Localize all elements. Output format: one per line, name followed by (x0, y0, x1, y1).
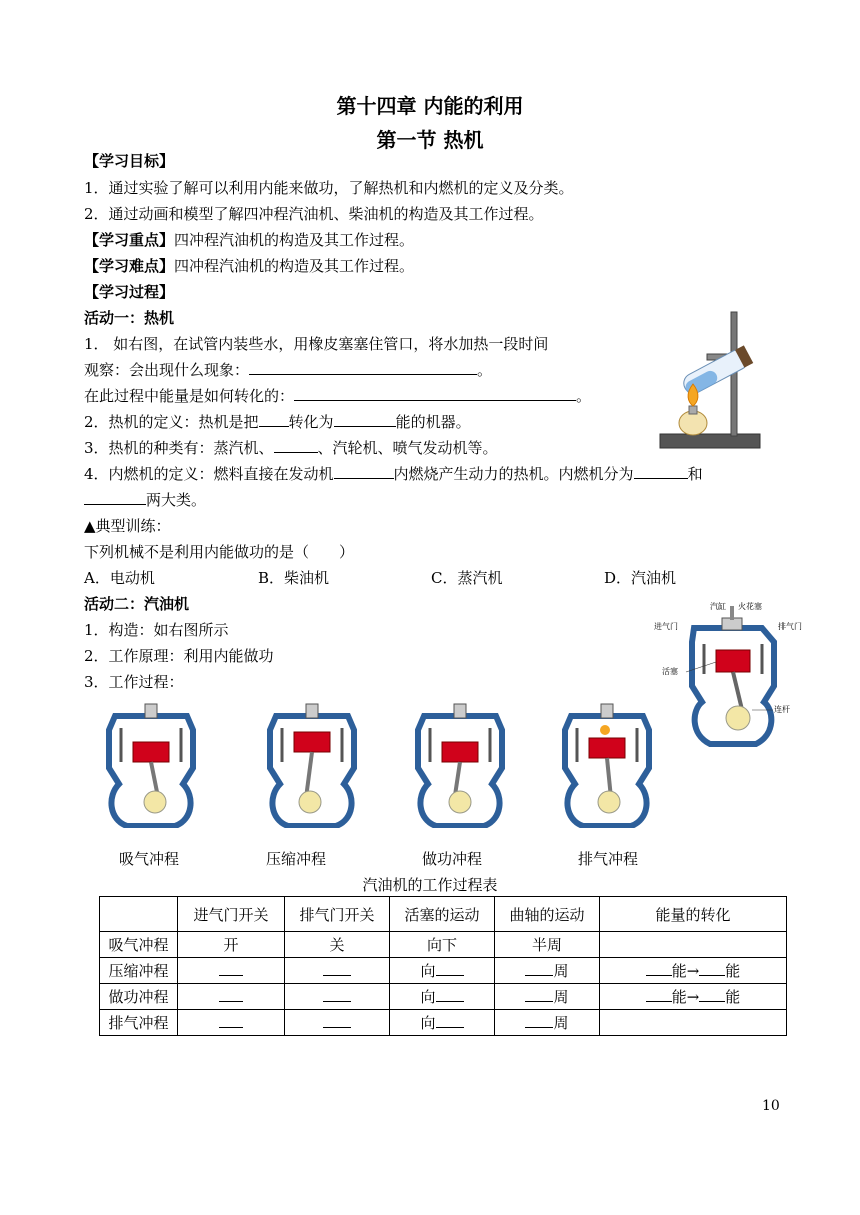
table-row (100, 958, 787, 984)
answer-blank[interactable] (436, 987, 464, 1002)
table-cell: 向下 (390, 932, 495, 958)
table-header-row (100, 897, 787, 932)
stroke-caption: 排气冲程 (578, 850, 639, 868)
answer-blank[interactable] (525, 1013, 553, 1028)
table-cell[interactable] (178, 1010, 285, 1036)
table-cell: 关 (285, 932, 390, 958)
answer-blank[interactable] (84, 490, 146, 505)
table-cell[interactable] (600, 958, 787, 984)
activity1-heading: 活动一：热机 (84, 309, 175, 327)
text: 周 (553, 1014, 569, 1032)
activity1-q3 (84, 437, 498, 458)
label-rod: 连杆 (774, 705, 790, 714)
table-cell[interactable] (600, 932, 787, 958)
stroke-caption: 吸气冲程 (119, 850, 180, 868)
table-header: 活塞的运动 (390, 897, 495, 932)
punct: 。 (477, 361, 493, 379)
difficulty-text: 四冲程汽油机的构造及其工作过程。 (174, 257, 415, 275)
option-c[interactable]: C．蒸汽机 (431, 569, 503, 587)
table-cell[interactable] (600, 1010, 787, 1036)
answer-blank[interactable] (294, 386, 576, 401)
option-a[interactable]: A．电动机 (84, 569, 155, 587)
table-cell[interactable] (178, 984, 285, 1010)
text: 能 (725, 988, 741, 1006)
row-label: 压缩冲程 (100, 958, 178, 984)
activity1-q1: 1． 如右图，在试管内装些水，用橡皮塞塞住管口，将水加热一段时间 (84, 335, 549, 353)
text: 内燃烧产生动力的热机。内燃机分为 (393, 465, 634, 483)
table-cell: 开 (178, 932, 285, 958)
text: 能 (725, 962, 741, 980)
practice-question: 下列机械不是利用内能做功的是（ ） (84, 543, 355, 561)
answer-blank[interactable] (525, 961, 553, 976)
row-label: 排气冲程 (100, 1010, 178, 1036)
activity1-energy (84, 385, 591, 406)
text: 能的机器。 (395, 413, 471, 431)
answer-blank[interactable] (699, 961, 725, 976)
table-cell[interactable] (285, 958, 390, 984)
table-header: 能量的转化 (600, 897, 787, 932)
text: 周 (553, 962, 569, 980)
text: 两大类。 (146, 491, 207, 509)
answer-blank[interactable] (436, 961, 464, 976)
process-heading: 【学习过程】 (84, 283, 175, 301)
table-row (100, 932, 787, 958)
key-point (84, 229, 414, 250)
label-intake: 进气门 (654, 622, 678, 631)
activity1-q4-cont (84, 489, 206, 510)
stroke-exhaust-image (561, 698, 653, 832)
table-cell[interactable] (495, 958, 600, 984)
table-cell[interactable] (390, 1010, 495, 1036)
activity2-item: 1．构造：如右图所示 (84, 621, 229, 639)
key-point-label: 【学习重点】 (84, 231, 175, 249)
answer-blank[interactable] (323, 987, 351, 1002)
engine-power-icon (414, 698, 506, 828)
answer-blank[interactable] (219, 987, 243, 1002)
answer-blank[interactable] (334, 412, 396, 427)
activity2-heading: 活动二：汽油机 (84, 595, 190, 613)
answer-blank[interactable] (249, 360, 477, 375)
difficulty (84, 255, 414, 276)
answer-blank[interactable] (525, 987, 553, 1002)
key-point-text: 四冲程汽油机的构造及其工作过程。 (174, 231, 415, 249)
text: 能→ (671, 962, 700, 980)
answer-blank[interactable] (334, 464, 394, 479)
stroke-caption: 压缩冲程 (266, 850, 327, 868)
energy-label: 在此过程中能量是如何转化的： (84, 387, 295, 405)
activity1-q2 (84, 411, 471, 432)
punct: 。 (576, 387, 592, 405)
activity1-observe (84, 359, 492, 380)
goal-item: 1．通过实验了解可以利用内能来做功，了解热机和内燃机的定义及分类。 (84, 179, 574, 197)
label-piston: 活塞 (662, 667, 678, 676)
answer-blank[interactable] (323, 1013, 351, 1028)
text: 向 (420, 988, 436, 1006)
goal-item: 2．通过动画和模型了解四冲程汽油机、柴油机的构造及其工作过程。 (84, 205, 544, 223)
answer-blank[interactable] (646, 987, 672, 1002)
row-label: 吸气冲程 (100, 932, 178, 958)
table-header (100, 897, 178, 932)
text: 2．热机的定义：热机是把 (84, 413, 259, 431)
table-caption: 汽油机的工作过程表 (362, 876, 498, 894)
table-cell[interactable] (600, 984, 787, 1010)
engine-compression-icon (266, 698, 358, 828)
text: 向 (420, 962, 436, 980)
label-exhaust: 排气门 (778, 622, 802, 631)
answer-blank[interactable] (699, 987, 725, 1002)
activity2-item: 3．工作过程： (84, 673, 184, 691)
table-cell[interactable] (178, 958, 285, 984)
table-cell[interactable] (390, 958, 495, 984)
section-title: 第一节 热机 (376, 128, 484, 152)
answer-blank[interactable] (219, 1013, 243, 1028)
page-number: 10 (762, 1098, 780, 1114)
table-row (100, 1010, 787, 1036)
difficulty-label: 【学习难点】 (84, 257, 175, 275)
activity1-q4 (84, 463, 703, 484)
table-header: 曲轴的运动 (495, 897, 600, 932)
table-row (100, 984, 787, 1010)
text: 向 (420, 1014, 436, 1032)
engine-structure-diagram (652, 598, 812, 750)
practice-heading: ▲典型训练： (84, 517, 171, 535)
table-cell[interactable] (285, 984, 390, 1010)
answer-blank[interactable] (646, 961, 672, 976)
text: 能→ (671, 988, 700, 1006)
table-header: 进气门开关 (178, 897, 285, 932)
chapter-title: 第十四章 内能的利用 (336, 94, 524, 118)
option-b[interactable]: B．柴油机 (258, 569, 330, 587)
engine-exhaust-icon (561, 698, 653, 828)
stroke-compression-image (266, 698, 358, 832)
label-cylinder: 汽缸 (710, 602, 726, 611)
text: 4．内燃机的定义：燃料直接在发动机 (84, 465, 334, 483)
activity2-item: 2．工作原理：利用内能做功 (84, 647, 274, 665)
observe-label: 观察：会出现什么现象： (84, 361, 250, 379)
engine-intake-icon (105, 698, 197, 828)
goals-heading: 【学习目标】 (84, 152, 175, 170)
text: 转化为 (288, 413, 334, 431)
stroke-caption: 做功冲程 (422, 850, 483, 868)
engine-process-table (99, 896, 787, 1036)
stroke-intake-image (105, 698, 197, 832)
option-d[interactable]: D．汽油机 (604, 569, 677, 587)
answer-blank[interactable] (259, 412, 289, 427)
answer-blank[interactable] (323, 961, 351, 976)
table-header: 排气门开关 (285, 897, 390, 932)
answer-blank[interactable] (436, 1013, 464, 1028)
text: 、汽轮机、喷气发动机等。 (317, 439, 498, 457)
text: 和 (687, 465, 703, 483)
table-cell[interactable] (285, 1010, 390, 1036)
table-cell[interactable] (495, 1010, 600, 1036)
answer-blank[interactable] (274, 438, 318, 453)
text: 3．热机的种类有：蒸汽机、 (84, 439, 274, 457)
row-label: 做功冲程 (100, 984, 178, 1010)
answer-blank[interactable] (634, 464, 688, 479)
table-cell[interactable] (495, 984, 600, 1010)
table-cell[interactable] (390, 984, 495, 1010)
test-tube-heating-illustration (655, 310, 767, 452)
text: 周 (553, 988, 569, 1006)
label-spark-plug: 火花塞 (738, 602, 762, 611)
table-cell: 半周 (495, 932, 600, 958)
answer-blank[interactable] (219, 961, 243, 976)
stroke-power-image (414, 698, 506, 832)
